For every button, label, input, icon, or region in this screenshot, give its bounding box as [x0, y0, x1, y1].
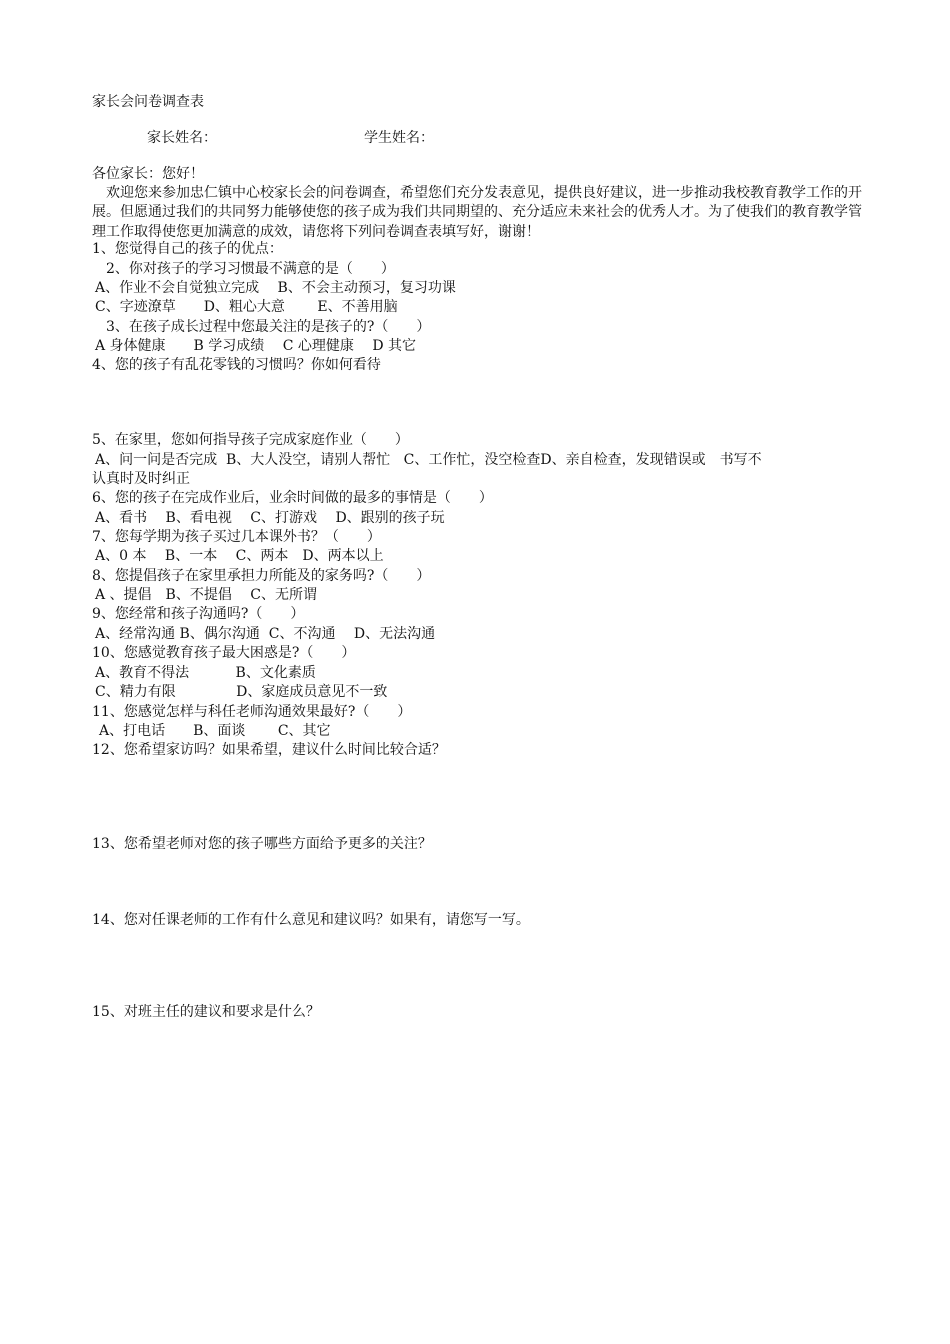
- question-4: 4、您的孩子有乱花零钱的习惯吗？你如何看待: [92, 357, 381, 373]
- question-10-options-row-1: A、教育不得法 B、文化素质: [95, 665, 316, 681]
- question-6-options: A、看书 B、看电视 C、打游戏 D、跟别的孩子玩: [95, 510, 445, 526]
- question-1: 1、您觉得自己的孩子的优点：: [92, 241, 283, 257]
- question-14: 14、您对任课老师的工作有什么意见和建议吗？如果有，请您写一写。: [92, 912, 530, 928]
- question-2: 2、你对孩子的学习习惯最不满意的是（ ）: [106, 261, 395, 277]
- question-8-options: A 、提倡 B、不提倡 C、无所谓: [95, 587, 318, 603]
- question-10: 10、您感觉教育孩子最大困惑是?（ ）: [92, 645, 356, 661]
- question-11-options: A、打电话 B、面谈 C、其它: [99, 723, 331, 739]
- question-11: 11、您感觉怎样与科任老师沟通效果最好?（ ）: [92, 704, 412, 720]
- question-3-options: A 身体健康 B 学习成绩 C 心理健康 D 其它: [95, 338, 417, 354]
- question-9-options: A、经常沟通 B、偶尔沟通 C、不沟通 D、无法沟通: [95, 626, 436, 642]
- question-2-options-row-1: A、作业不会自觉独立完成 B、不会主动预习，复习功课: [95, 280, 456, 296]
- question-7-options: A、0 本 B、一本 C、两本 D、两本以上: [95, 548, 384, 564]
- document-title: 家长会问卷调查表: [92, 94, 204, 110]
- question-7: 7、您每学期为孩子买过几本课外书？（ ）: [92, 529, 381, 545]
- question-2-options-row-2: C、字迹潦草 D、粗心大意 E、不善用脑: [95, 299, 398, 315]
- question-5: 5、在家里，您如何指导孩子完成家庭作业（ ）: [92, 432, 409, 448]
- question-15: 15、对班主任的建议和要求是什么？: [92, 1004, 320, 1020]
- question-9: 9、您经常和孩子沟通吗?（ ）: [92, 606, 305, 622]
- question-12: 12、您希望家访吗？如果希望，建议什么时间比较合适？: [92, 742, 446, 758]
- question-5-options-row-2: 认真时及时纠正: [92, 471, 190, 487]
- question-13: 13、您希望老师对您的孩子哪些方面给予更多的关注？: [92, 836, 432, 852]
- question-6: 6、您的孩子在完成作业后，业余时间做的最多的事情是（ ）: [92, 490, 493, 506]
- student-name-label: 学生姓名：: [364, 130, 434, 146]
- question-10-options-row-2: C、精力有限 D、家庭成员意见不一致: [95, 684, 388, 700]
- question-8: 8、您提倡孩子在家里承担力所能及的家务吗?（ ）: [92, 568, 431, 584]
- parent-name-label: 家长姓名：: [147, 130, 217, 146]
- intro-paragraph: 欢迎您来参加忠仁镇中心校家长会的问卷调查，希望您们充分发表意见，提供良好建议，进一步推动我校教育教学工作的开展。但愿通过我们的共同努力能够使您的孩子成为我们共同期望的、充分适应未来社会的优秀人才。为了使我们的教育教学管理工作取得使您更加满意的成效，请您将下列问卷调查表填写好，谢谢！: [92, 185, 862, 240]
- greeting: 各位家长：您好！: [92, 166, 204, 182]
- question-3: 3、在孩子成长过程中您最关注的是孩子的?（ ）: [106, 319, 431, 335]
- question-5-options-row-1: A、问一问是否完成 B、大人没空，请别人帮忙 C、工作忙，没空检查D、亲自检查，发现错误或 书写不: [95, 452, 762, 468]
